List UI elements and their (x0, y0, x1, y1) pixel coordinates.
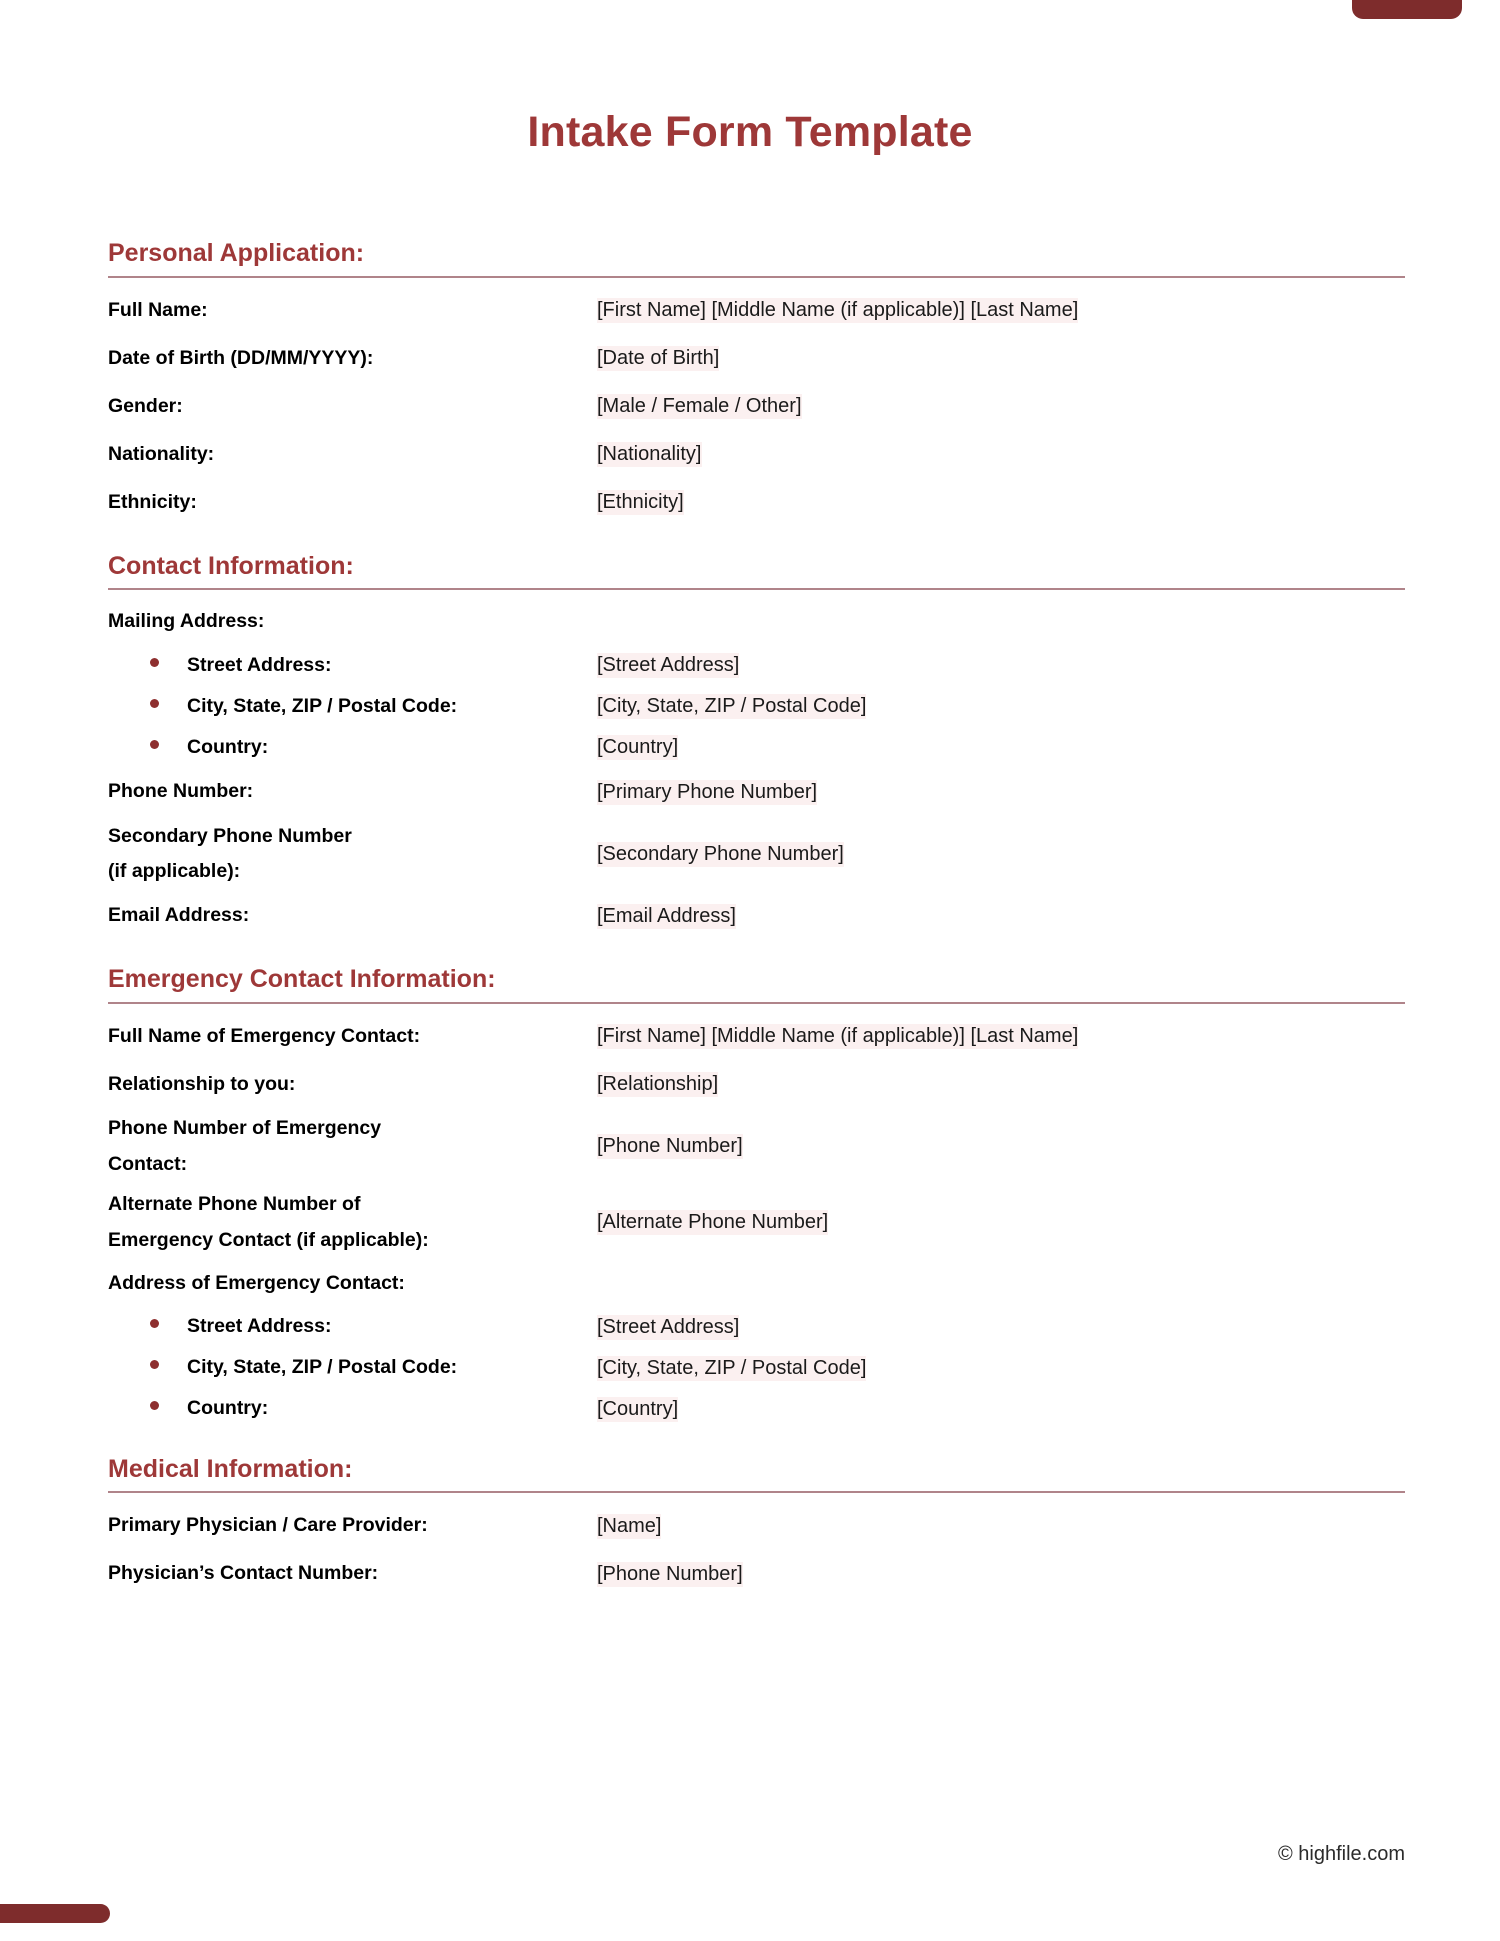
form-field-row (108, 1061, 1405, 1109)
field-label: Physician’s Contact Number: (108, 1562, 379, 1585)
field-value[interactable] (597, 733, 1405, 762)
form-content (108, 240, 1405, 1598)
field-label: Gender: (108, 394, 183, 417)
form-section (108, 1456, 1405, 1599)
field-label: Email Address: (108, 904, 250, 927)
field-value[interactable] (597, 1395, 1405, 1424)
field-value-placeholder[interactable]: [Primary Phone Number] (597, 780, 818, 803)
field-label-text: Street Address: (187, 1315, 332, 1338)
bullet-icon (150, 658, 159, 667)
field-label (108, 1312, 597, 1342)
field-label: Primary Physician / Care Provider: (108, 1514, 428, 1537)
field-label: Full Name of Emergency Contact: (108, 1024, 421, 1047)
bullet-icon (150, 1401, 159, 1410)
section-heading: Emergency Contact Information: (108, 965, 496, 993)
form-section (108, 240, 1405, 527)
field-value[interactable] (597, 1512, 1405, 1541)
form-bullet-row (108, 1307, 1405, 1348)
field-value-placeholder[interactable]: [Country] (597, 1397, 679, 1420)
field-value-placeholder[interactable]: [First Name] [Middle Name (if applicable)] [Last Name] (597, 299, 1079, 321)
section-divider (108, 1002, 1405, 1004)
section-heading: Medical Information: (108, 1454, 353, 1483)
section-spacer (108, 940, 1405, 966)
field-value[interactable] (597, 1208, 1405, 1237)
accent-bar-bottom-left (0, 1904, 110, 1923)
bullet-icon (150, 1319, 159, 1328)
field-value[interactable] (597, 651, 1405, 680)
section-divider (108, 588, 1405, 590)
field-label: Phone Number: (108, 780, 254, 803)
field-value[interactable] (597, 840, 1405, 869)
field-value[interactable] (597, 1070, 1405, 1099)
field-value[interactable] (597, 1132, 1405, 1161)
field-label-text: Country: (187, 1397, 269, 1420)
field-label: Date of Birth (DD/MM/YYYY): (108, 346, 374, 369)
bullet-icon (150, 699, 159, 708)
field-label-text: City, State, ZIP / Postal Code: (187, 694, 458, 717)
field-value-placeholder[interactable]: [Phone Number] (597, 1135, 743, 1157)
form-bullet-row (108, 727, 1405, 768)
form-field-row (108, 768, 1405, 816)
section-divider (108, 1491, 1405, 1493)
form-bullet-row (108, 1348, 1405, 1389)
field-label: Nationality: (108, 442, 215, 465)
section-heading: Contact Information: (108, 551, 354, 580)
form-field-row (108, 335, 1405, 383)
field-value-placeholder[interactable]: [Ethnicity] (597, 491, 684, 513)
form-field-row (108, 479, 1405, 527)
form-field-row (108, 1185, 1405, 1261)
field-value[interactable] (597, 1354, 1405, 1383)
field-value[interactable] (597, 1313, 1405, 1342)
field-value-placeholder[interactable]: [Email Address] (597, 904, 736, 927)
bullet-icon (150, 740, 159, 749)
field-label (108, 651, 597, 681)
field-label: Secondary Phone Number (if applicable): (108, 824, 352, 882)
field-value-placeholder[interactable]: [First Name] [Middle Name (if applicable)] [Last Name] (597, 1025, 1079, 1047)
field-value[interactable] (597, 440, 1405, 469)
field-value-placeholder[interactable]: [Street Address] (597, 1315, 740, 1338)
field-label (108, 692, 597, 722)
field-value-placeholder[interactable]: [City, State, ZIP / Postal Code] (597, 695, 867, 717)
form-bullet-row (108, 1389, 1405, 1430)
field-value[interactable] (597, 1022, 1405, 1051)
field-value[interactable] (597, 392, 1405, 421)
page-title: Intake Form Template (527, 108, 973, 156)
field-value-placeholder[interactable]: [Relationship] (597, 1073, 719, 1095)
field-value-placeholder[interactable]: [Country] (597, 736, 679, 758)
form-bullet-row (108, 686, 1405, 727)
field-value-placeholder[interactable]: [Date of Birth] (597, 347, 720, 369)
field-label: Relationship to you: (108, 1072, 296, 1095)
bullet-icon (150, 1360, 159, 1369)
field-label (108, 1353, 597, 1383)
field-value-placeholder[interactable]: [City, State, ZIP / Postal Code] (597, 1356, 867, 1379)
form-field-row (108, 383, 1405, 431)
field-label: Full Name: (108, 298, 208, 321)
form-field-row (108, 1502, 1405, 1550)
section-spacer (108, 1430, 1405, 1456)
field-value[interactable] (597, 296, 1405, 325)
field-value-placeholder[interactable]: [Phone Number] (597, 1562, 743, 1585)
field-label (108, 1394, 597, 1424)
field-value-placeholder[interactable]: [Alternate Phone Number] (597, 1211, 829, 1233)
form-field-row (108, 431, 1405, 479)
field-label: Ethnicity: (108, 490, 197, 513)
form-field-row (108, 287, 1405, 335)
form-field-row (108, 816, 1405, 892)
field-value-placeholder[interactable]: [Name] (597, 1514, 662, 1537)
field-label-text: City, State, ZIP / Postal Code: (187, 1356, 458, 1379)
field-value[interactable] (597, 778, 1405, 807)
form-section (108, 553, 1405, 941)
section-divider (108, 276, 1405, 278)
field-value-placeholder[interactable]: [Street Address] (597, 654, 740, 676)
field-value-placeholder[interactable]: [Nationality] (597, 443, 702, 465)
field-label-text: Country: (187, 735, 269, 758)
field-value[interactable] (597, 902, 1405, 931)
form-field-row (108, 892, 1405, 940)
form-group-row (108, 599, 1405, 645)
field-label (108, 733, 597, 763)
form-bullet-row (108, 645, 1405, 686)
form-section (108, 966, 1405, 1430)
form-group-row (108, 1261, 1405, 1307)
field-label: Mailing Address: (108, 610, 265, 633)
form-field-row (108, 1013, 1405, 1061)
field-label: Address of Emergency Contact: (108, 1271, 405, 1294)
field-label: Alternate Phone Number of Emergency Contact (if applicable): (108, 1193, 429, 1251)
form-field-row (108, 1109, 1405, 1185)
field-value-placeholder[interactable]: [Secondary Phone Number] (597, 842, 844, 865)
field-value[interactable] (597, 488, 1405, 517)
accent-bar-top-right (1352, 0, 1462, 19)
form-field-row (108, 1550, 1405, 1598)
field-value[interactable] (597, 344, 1405, 373)
field-value[interactable] (597, 1560, 1405, 1589)
field-label: Phone Number of Emergency Contact: (108, 1117, 382, 1175)
field-label-text: Street Address: (187, 653, 332, 676)
footer-credit: © highfile.com (1277, 1843, 1405, 1865)
field-value[interactable] (597, 692, 1405, 721)
section-spacer (108, 527, 1405, 553)
field-value-placeholder[interactable]: [Male / Female / Other] (597, 395, 802, 417)
section-heading: Personal Application: (108, 239, 365, 267)
